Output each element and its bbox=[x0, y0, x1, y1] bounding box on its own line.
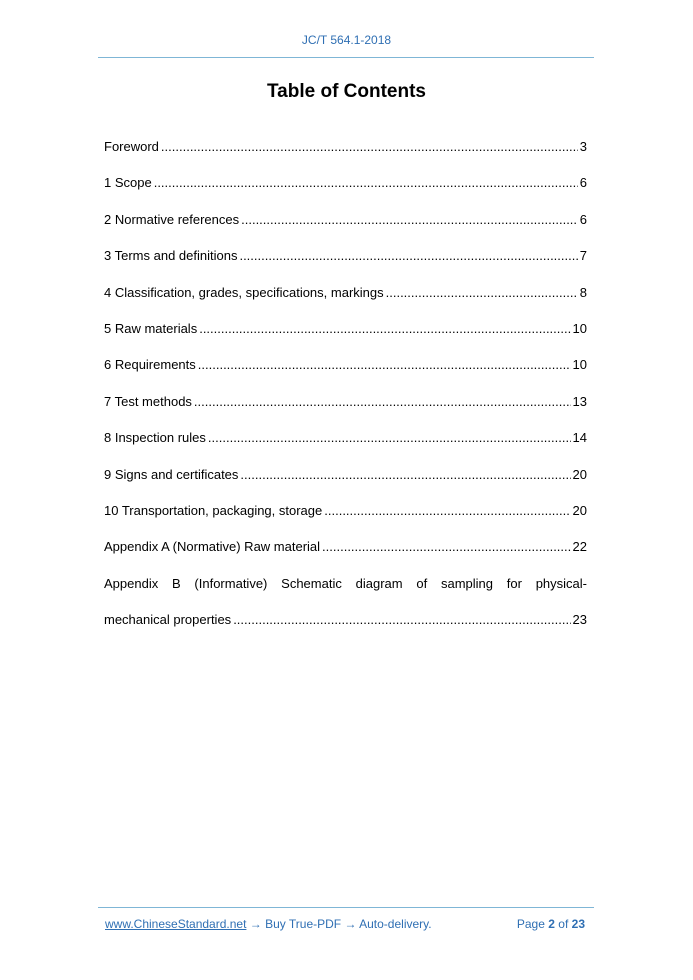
toc-entry-foreword[interactable] bbox=[104, 137, 587, 173]
toc-entry-page: 13 bbox=[572, 393, 587, 409]
toc-entry-test-methods[interactable] bbox=[104, 392, 587, 428]
toc-entry-label: 1 Scope bbox=[104, 175, 152, 191]
toc-entry-page: 20 bbox=[572, 502, 587, 518]
toc-entry-appendix-b-line1[interactable] bbox=[104, 574, 587, 610]
dot-leader bbox=[239, 246, 577, 266]
toc-entry-label: 7 Test methods bbox=[104, 393, 192, 409]
dot-leader bbox=[208, 428, 571, 448]
toc-entry-page: 20 bbox=[572, 466, 587, 482]
toc-entry-label: 8 Inspection rules bbox=[104, 430, 206, 446]
toc-entry-page: 10 bbox=[572, 320, 587, 336]
dot-leader bbox=[194, 392, 571, 412]
footer-tagline: → Buy True-PDF → Auto-delivery. bbox=[249, 917, 432, 931]
dot-leader bbox=[240, 465, 570, 485]
toc-entry-page: 8 bbox=[579, 284, 587, 300]
toc-entry-label: 5 Raw materials bbox=[104, 320, 198, 336]
document-code: JC/T 564.1-2018 bbox=[301, 33, 392, 47]
dot-leader bbox=[386, 283, 578, 303]
page-current: 2 bbox=[548, 917, 555, 931]
toc-entry-page: 10 bbox=[572, 357, 587, 373]
running-header bbox=[0, 33, 693, 47]
toc-entry-raw-materials[interactable] bbox=[104, 319, 587, 355]
toc-entry-page: 7 bbox=[579, 248, 587, 264]
dot-leader bbox=[161, 137, 578, 157]
site-link[interactable]: www.ChineseStandard.net bbox=[105, 917, 247, 931]
toc-entry-page: 6 bbox=[579, 211, 587, 227]
toc-title: Table of Contents bbox=[266, 81, 427, 102]
toc-entry-appendix-a[interactable] bbox=[104, 537, 587, 573]
toc-entry-appendix-b-line2[interactable] bbox=[104, 610, 587, 646]
dot-leader bbox=[154, 173, 578, 193]
footer-left bbox=[105, 917, 432, 931]
toc-entry-page: 6 bbox=[579, 175, 587, 191]
dot-leader bbox=[198, 355, 571, 375]
toc-entry-label: 6 Requirements bbox=[104, 357, 196, 373]
dot-leader bbox=[322, 537, 571, 557]
toc-entry-page: 23 bbox=[572, 612, 587, 628]
toc-entry-label: Appendix B (Informative) Schematic diagram of sampling for physical- bbox=[104, 575, 587, 591]
toc-entry-classification[interactable] bbox=[104, 283, 587, 319]
page-total: 23 bbox=[571, 917, 585, 931]
toc-entry-scope[interactable] bbox=[104, 173, 587, 209]
page-indicator bbox=[517, 917, 585, 931]
toc-entry-page: 3 bbox=[579, 139, 587, 154]
toc-entry-label: 9 Signs and certificates bbox=[104, 466, 239, 482]
toc-entry-terms-definitions[interactable] bbox=[104, 246, 587, 282]
page-word: Page bbox=[516, 917, 545, 931]
running-footer bbox=[105, 917, 585, 931]
table-of-contents bbox=[104, 137, 587, 646]
toc-entry-label: Foreword bbox=[104, 139, 159, 154]
toc-entry-label: 2 Normative references bbox=[104, 211, 240, 227]
toc-entry-label: mechanical properties bbox=[104, 612, 232, 628]
toc-entry-page: 22 bbox=[572, 539, 587, 555]
toc-entry-transportation[interactable] bbox=[104, 501, 587, 537]
toc-entry-requirements[interactable] bbox=[104, 355, 587, 391]
toc-entry-signs-certificates[interactable] bbox=[104, 465, 587, 501]
toc-entry-label: 4 Classification, grades, specifications, markings bbox=[104, 284, 384, 300]
toc-entry-normative-references[interactable] bbox=[104, 210, 587, 246]
page-of: of bbox=[558, 917, 569, 931]
toc-entry-inspection-rules[interactable] bbox=[104, 428, 587, 464]
dot-leader bbox=[199, 319, 570, 339]
dot-leader bbox=[324, 501, 570, 521]
dot-leader bbox=[233, 610, 570, 630]
toc-entry-page: 14 bbox=[572, 430, 587, 446]
toc-entry-label: 3 Terms and definitions bbox=[104, 248, 238, 264]
header-divider bbox=[98, 57, 594, 58]
toc-entry-label: 10 Transportation, packaging, storage bbox=[104, 502, 323, 518]
footer-divider bbox=[98, 907, 594, 908]
toc-entry-label: Appendix A (Normative) Raw material bbox=[104, 539, 321, 555]
dot-leader bbox=[241, 210, 578, 230]
